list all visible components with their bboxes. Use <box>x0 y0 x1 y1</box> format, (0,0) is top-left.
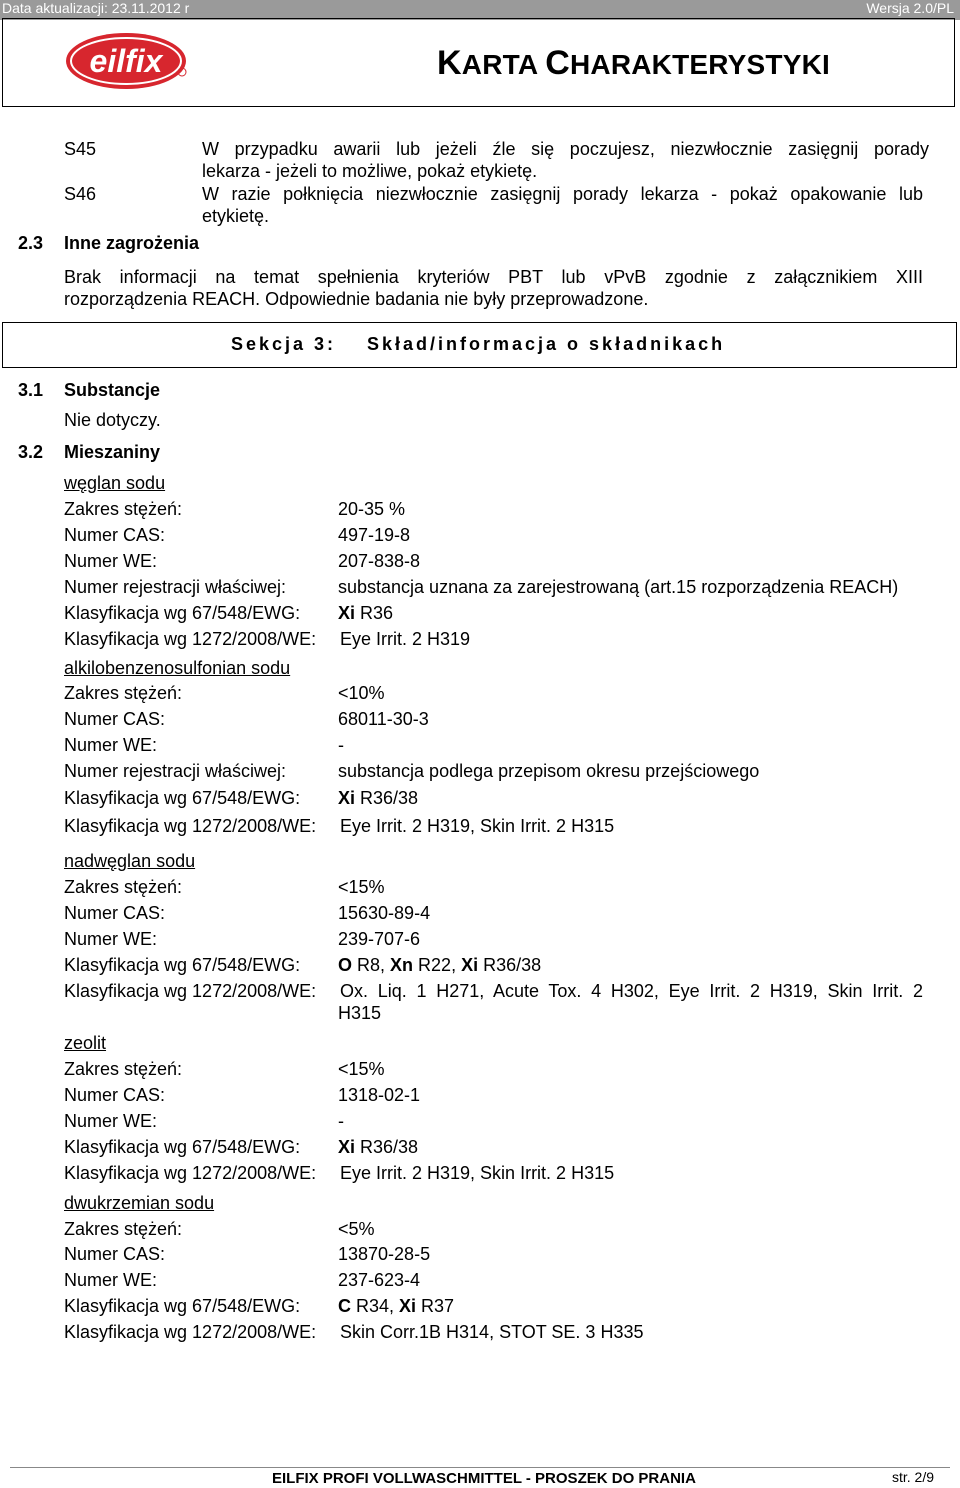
document-title: KARTA CHARAKTERYSTYKI <box>437 44 830 82</box>
section-3-2-number: 3.2 <box>18 442 44 462</box>
label-zakres: Zakres stężeń: <box>64 877 183 897</box>
s45-text-line2: lekarza - jeżeli to możliwe, pokaż etykietę. <box>202 161 538 181</box>
label-klasyfikacja-67: Klasyfikacja wg 67/548/EWG: <box>64 603 301 623</box>
label-klasyfikacja-67: Klasyfikacja wg 67/548/EWG: <box>64 1137 301 1157</box>
section-2-3-number: 2.3 <box>18 233 44 253</box>
value-zakres: <5% <box>338 1219 375 1239</box>
value-we: 237-623-4 <box>338 1270 421 1290</box>
value-klasyfikacja-1272: Eye Irrit. 2 H319 <box>340 629 471 649</box>
section-2-3-text-line1: Brak informacji na temat spełnienia kryteriów PBT lub vPvB zgodnie z załącznikiem XIII <box>64 267 923 287</box>
s45-text-line1: W przypadku awarii lub jeżeli źle się poczujesz, niezwłocznie zasięgnij porady <box>202 139 929 159</box>
value-we: - <box>338 1111 344 1131</box>
component-name-dwukrzemian: dwukrzemian sodu <box>64 1193 215 1213</box>
label-cas: Numer CAS: <box>64 1244 166 1264</box>
eilfix-logo <box>64 30 192 92</box>
footer-page-number: str. 2/9 <box>892 1469 935 1485</box>
footer-product-name: EILFIX PROFI VOLLWASCHMITTEL - PROSZEK DO PRANIA <box>272 1470 696 1487</box>
value-zakres: <10% <box>338 683 385 703</box>
s46-code: S46 <box>64 184 97 204</box>
label-we: Numer WE: <box>64 929 158 949</box>
label-cas: Numer CAS: <box>64 525 166 545</box>
label-klasyfikacja-1272: Klasyfikacja wg 1272/2008/WE: <box>64 1163 317 1183</box>
value-we: 239-707-6 <box>338 929 421 949</box>
value-klasyfikacja-67: Xi R36/38 <box>338 1137 419 1157</box>
label-klasyfikacja-1272: Klasyfikacja wg 1272/2008/WE: <box>64 981 317 1001</box>
label-zakres: Zakres stężeń: <box>64 1059 183 1079</box>
label-klasyfikacja-67: Klasyfikacja wg 67/548/EWG: <box>64 955 301 975</box>
section-3-title: Skład/informacja o składnikach <box>367 334 726 354</box>
section-3-1-text: Nie dotyczy. <box>64 410 161 430</box>
top-info-bar <box>0 0 960 20</box>
label-klasyfikacja-1272: Klasyfikacja wg 1272/2008/WE: <box>64 629 317 649</box>
label-cas: Numer CAS: <box>64 709 166 729</box>
section-3-2-title: Mieszaniny <box>64 442 161 462</box>
value-klasyfikacja-1272: Eye Irrit. 2 H319, Skin Irrit. 2 H315 <box>340 1163 615 1183</box>
label-klasyfikacja-67: Klasyfikacja wg 67/548/EWG: <box>64 1296 301 1316</box>
label-rejestracja: Numer rejestracji właściwej: <box>64 761 287 781</box>
s45-code: S45 <box>64 139 97 159</box>
value-cas: 497-19-8 <box>338 525 411 545</box>
value-klasyfikacja-67: Xi R36/38 <box>338 788 419 808</box>
component-name-nadweglan: nadwęglan sodu <box>64 851 196 871</box>
component-name-weglan: węglan sodu <box>64 473 166 493</box>
label-klasyfikacja-67: Klasyfikacja wg 67/548/EWG: <box>64 788 301 808</box>
component-name-zeolit: zeolit <box>64 1033 107 1053</box>
s46-text-line2: etykietę. <box>202 206 270 226</box>
section-2-3-text-line2: rozporządzenia REACH. Odpowiednie badania nie były przeprowadzone. <box>64 289 649 309</box>
label-we: Numer WE: <box>64 735 158 755</box>
value-klasyfikacja-67: Xi R36 <box>338 603 394 623</box>
label-klasyfikacja-1272: Klasyfikacja wg 1272/2008/WE: <box>64 1322 317 1342</box>
s46-text-line1: W razie połknięcia niezwłocznie zasięgnij porady lekarza - pokaż opakowanie lub <box>202 184 923 204</box>
update-date: Data aktualizacji: 23.11.2012 r <box>2 0 190 16</box>
value-cas: 15630-89-4 <box>338 903 431 923</box>
section-3-1-number: 3.1 <box>18 380 44 400</box>
value-we: - <box>338 735 344 755</box>
value-zakres: <15% <box>338 877 385 897</box>
label-rejestracja: Numer rejestracji właściwej: <box>64 577 287 597</box>
value-klasyfikacja-1272-line1: Ox. Liq. 1 H271, Acute Tox. 4 H302, Eye Irrit. 2 H319, Skin Irrit. 2 <box>340 981 923 1001</box>
label-cas: Numer CAS: <box>64 1085 166 1105</box>
label-we: Numer WE: <box>64 551 158 571</box>
label-zakres: Zakres stężeń: <box>64 499 183 519</box>
value-cas: 68011-30-3 <box>338 709 429 729</box>
label-zakres: Zakres stężeń: <box>64 683 183 703</box>
value-klasyfikacja-1272: Eye Irrit. 2 H319, Skin Irrit. 2 H315 <box>340 816 615 836</box>
label-we: Numer WE: <box>64 1111 158 1131</box>
value-cas: 13870-28-5 <box>338 1244 431 1264</box>
value-rejestracja: substancja podlega przepisom okresu przejściowego <box>338 761 760 781</box>
section-3-label: Sekcja 3: <box>231 334 337 354</box>
value-klasyfikacja-67: O R8, Xn R22, Xi R36/38 <box>338 955 542 975</box>
value-klasyfikacja-1272: Skin Corr.1B H314, STOT SE. 3 H335 <box>340 1322 644 1342</box>
label-klasyfikacja-1272: Klasyfikacja wg 1272/2008/WE: <box>64 816 317 836</box>
section-2-3-title: Inne zagrożenia <box>64 233 200 253</box>
label-cas: Numer CAS: <box>64 903 166 923</box>
value-we: 207-838-8 <box>338 551 421 571</box>
version-label: Wersja 2.0/PL <box>866 0 954 16</box>
label-zakres: Zakres stężeń: <box>64 1219 183 1239</box>
section-3-1-title: Substancje <box>64 380 161 400</box>
svg-text:eilfix: eilfix <box>89 43 163 79</box>
value-klasyfikacja-67: C R34, Xi R37 <box>338 1296 455 1316</box>
value-klasyfikacja-1272-line2: H315 <box>338 1003 382 1023</box>
value-zakres: 20-35 % <box>338 499 406 519</box>
label-we: Numer WE: <box>64 1270 158 1290</box>
value-cas: 1318-02-1 <box>338 1085 421 1105</box>
value-rejestracja: substancja uznana za zarejestrowaną (art.15 rozporządzenia REACH) <box>338 577 899 597</box>
footer-divider <box>10 1467 950 1468</box>
component-name-alkilobenzenosulfonian: alkilobenzenosulfonian sodu <box>64 658 291 678</box>
value-zakres: <15% <box>338 1059 385 1079</box>
